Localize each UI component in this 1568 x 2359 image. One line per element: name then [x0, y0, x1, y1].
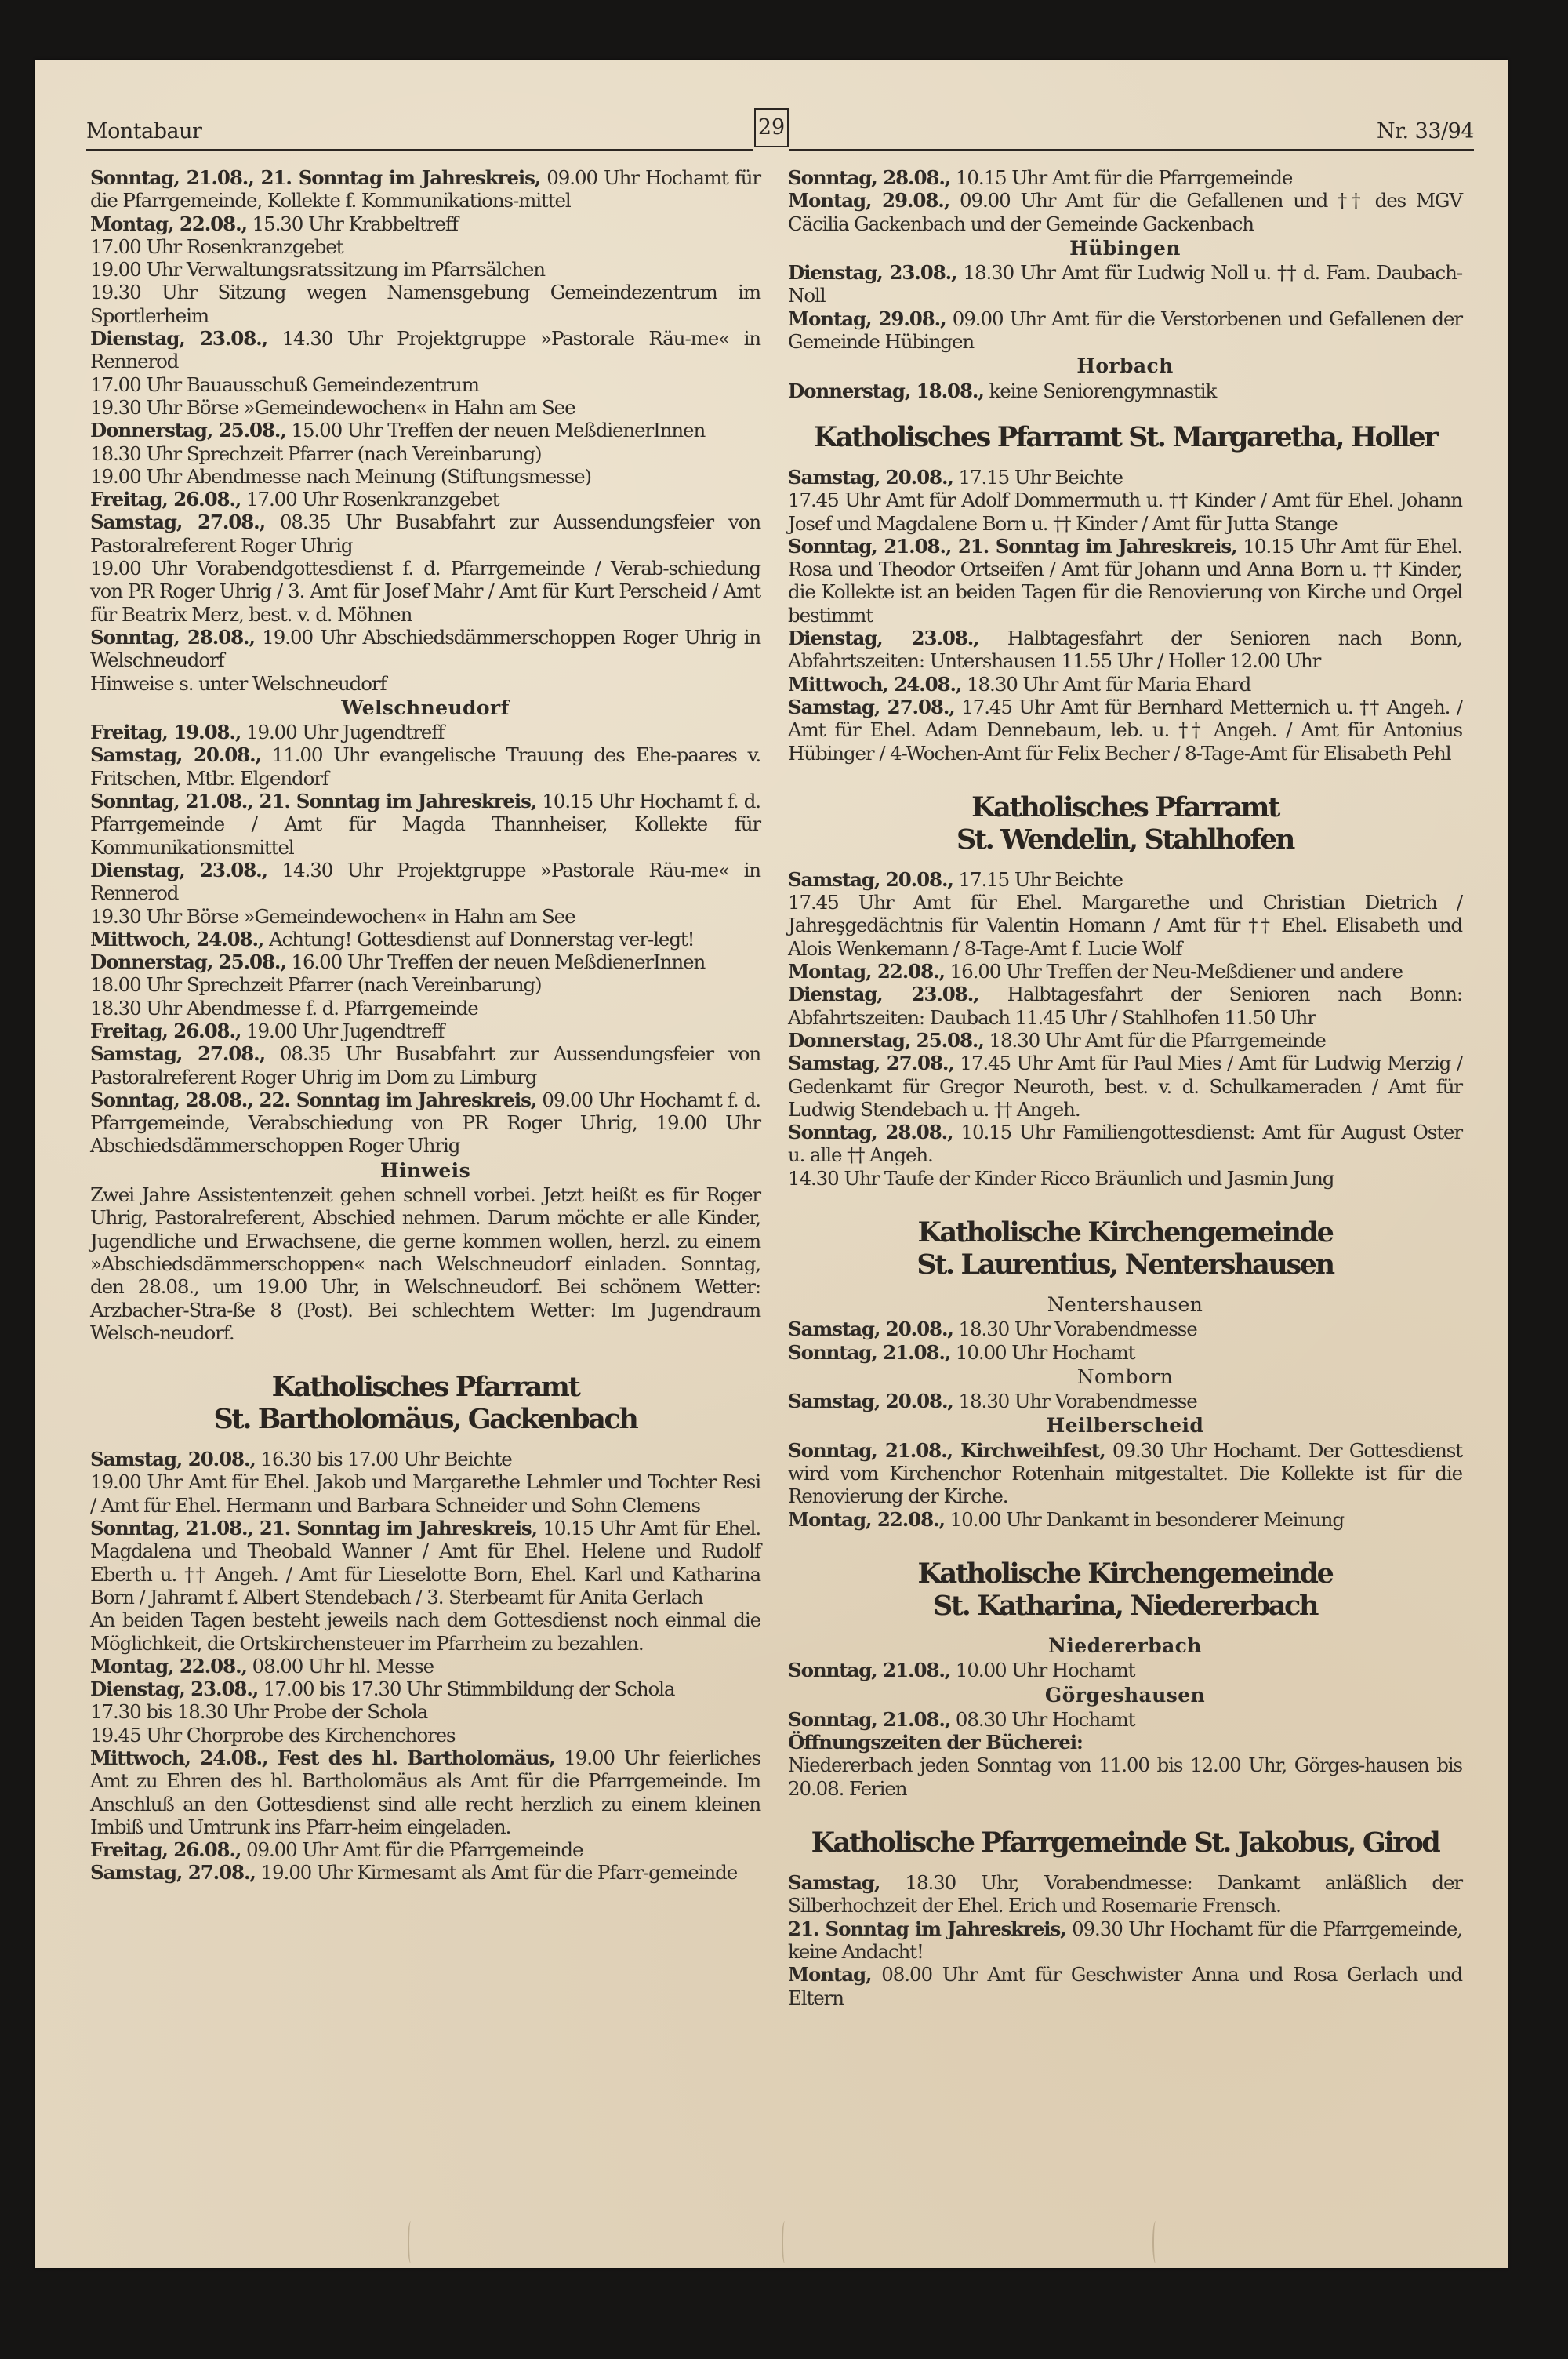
entry-text: 09.00 Uhr Hochamt f. d. Pfarrgemeinde, Verabschiedung von PR Roger Uhrig, 19.00 Uhr Abschiedsdämmerschoppen Roger Uhrig [90, 1088, 760, 1158]
entry [788, 673, 1462, 696]
entry-date: Mittwoch, 24.08., Fest des hl. Bartholomäus, [90, 1747, 555, 1769]
horbach-entries [788, 380, 1462, 402]
entry [788, 1708, 1462, 1731]
entry [788, 380, 1462, 402]
entry [788, 1963, 1462, 2009]
section-heading-gackenbach [90, 1371, 760, 1435]
entry-date: Montag, 22.08., [788, 960, 945, 983]
entry-text: 19.00 Uhr Verwaltungsratssitzung im Pfarrsälchen [90, 258, 545, 282]
entry-date: Samstag, 20.08., [788, 1318, 953, 1341]
section-heading-line: Katholisches Pfarramt [971, 791, 1279, 823]
entry [90, 373, 760, 396]
section-heading-line: Katholisches Pfarramt St. Margaretha, Holler [813, 420, 1437, 453]
entry-text: 17.00 Uhr Bauausschuß Gemeindezentrum [90, 373, 479, 396]
entry [788, 1508, 1462, 1531]
entry [90, 1020, 760, 1042]
entry-text: 10.15 Uhr Amt für Ehel. Magdalena und Theobald Wanner / Amt für Ehel. Helene und Rudolf Eberth u. †† Angeh. / Amt für Lieselotte Born, Ehel. Karl und Katharina Born / Jahramt f. Albert Stendebach / 3. Sterbeamt für Anita Gerlach [90, 1517, 761, 1608]
entry-date: Freitag, 26.08., [90, 488, 241, 511]
entry-date: Dienstag, 23.08., [90, 327, 268, 351]
entry-date: Samstag, [788, 1871, 880, 1895]
entry-text: 09.30 Uhr Hochamt für die Pfarrgemeinde, keine Andacht! [788, 1917, 1462, 1963]
entry-date: Sonntag, 28.08., [90, 625, 255, 649]
entry-date: Montag, 22.08., [90, 1654, 247, 1677]
nomborn-entries [788, 1390, 1462, 1412]
paper-crease [1152, 2221, 1159, 2263]
entry-date: Donnerstag, 25.08., [90, 951, 286, 974]
entry [90, 951, 760, 973]
entry-text: 19.00 Uhr Kirmesamt als Amt für die Pfarr-gemeinde [255, 1861, 738, 1885]
entry [90, 1470, 760, 1517]
entry [90, 258, 760, 281]
entry [90, 997, 760, 1020]
section-heading-line: Katholisches Pfarramt [271, 1371, 579, 1404]
entry-date: Donnerstag, 18.08., [788, 379, 984, 402]
entry-text: 14.30 Uhr Projektgruppe »Pastorale Räu-me« in Rennerod [90, 858, 760, 905]
entry-text: 15.00 Uhr Treffen der neuen MeßdienerInnen [285, 419, 706, 442]
goergeshausen-entries [788, 1708, 1462, 1800]
section-heading-line: St. Laurentius, Nentershausen [916, 1248, 1334, 1281]
entry-date: Sonntag, 28.08., 22. Sonntag im Jahreskreis, [90, 1088, 537, 1111]
section-heading-line: St. Wendelin, Stahlhofen [956, 823, 1294, 856]
entry-text: 17.45 Uhr Amt für Paul Mies / Amt für Ludwig Merzig / Gedenkamt für Gregor Neuroth, best. v. d. Schulkameraden / Amt für Ludwig Stendebach u. †† Angeh. [788, 1052, 1463, 1121]
entry-date: Sonntag, 28.08., [788, 166, 951, 189]
header-rule [789, 149, 1474, 151]
entry-text: 17.15 Uhr Beichte [953, 465, 1123, 489]
entry-text: 08.00 Uhr hl. Messe [246, 1654, 434, 1677]
entry [90, 235, 760, 258]
entry-text: An beiden Tagen besteht jeweils nach dem Gottesdienst noch einmal die Möglichkeit, die Ortskirchensteuer im Pfarrheim zu bezahlen. [90, 1608, 760, 1655]
entry-text: 09.30 Uhr Hochamt. Der Gottesdienst wird vom Kirchenchor Rotenhain mitgestaltet. Die Kollekte ist für die Renovierung der Kirche. [788, 1438, 1463, 1508]
entry-date: Dienstag, 23.08., [90, 1677, 259, 1701]
entry-date: Dienstag, 23.08., [788, 983, 979, 1006]
section-heading-line: Katholische Kirchengemeinde [917, 1216, 1333, 1249]
left-column [90, 166, 760, 1885]
entry [788, 627, 1462, 673]
entry-text: 19.30 Uhr Börse »Gemeindewochen« in Hahn am See [90, 904, 575, 928]
entry-date: Dienstag, 23.08., [90, 858, 268, 881]
girod-entries [788, 1871, 1462, 2009]
entry-text: 08.00 Uhr Amt für Geschwister Anna und Rosa Gerlach und Eltern [788, 1963, 1462, 2009]
entry-text: Niedererbach jeden Sonntag von 11.00 bis 12.00 Uhr, Görges-hausen bis 20.08. Ferien [788, 1754, 1462, 1800]
entry [788, 983, 1462, 1029]
entry-text: 17.00 Uhr Rosenkranzgebet [241, 488, 499, 511]
entry-text: Halbtagesfahrt der Senioren nach Bonn, Abfahrtszeiten: Untershausen 11.55 Uhr / Holler 12.00 Uhr [788, 627, 1462, 673]
entry [90, 743, 760, 790]
paper-crease [782, 2221, 788, 2263]
entry-text: 17.30 bis 18.30 Uhr Probe der Schola [90, 1700, 428, 1724]
subheading-niedererbach: Niedererbach [1048, 1634, 1202, 1657]
entry [788, 166, 1462, 189]
hinweis-text: Zwei Jahre Assistentenzeit gehen schnell vorbei. Jetzt heißt es für Roger Uhrig, Pastoralreferent, Abschied nehmen. Darum möchte er alle Kinder, Jugendliche und Erwachsene, die gerne kommen wollen, herzl. zu einem »Abschiedsdämmerschoppen« nach Welschneudorf einladen. Sonntag, den 28.08., um 19.00 Uhr, in Welschneudorf. Bei schönem Wetter: Arzbacher-Stra-ße 8 (Post). Bei schlechtem Wetter: Im Jugendraum Welsch-neudorf. [90, 1183, 760, 1344]
entry-text: 19.30 Uhr Sitzung wegen Namensgebung Gemeindezentrum im Sportlerheim [90, 281, 760, 327]
huebingen-entries [788, 261, 1462, 353]
entry [90, 790, 760, 859]
entry-text: 11.00 Uhr evangelische Trauung des Ehe-paares v. Fritschen, Mtbr. Elgendorf [90, 743, 761, 790]
entry-text: 18.30 Uhr, Vorabendmesse: Dankamt anläßlich der Silberhochzeit der Ehel. Erich und Rosemarie Frensch. [788, 1871, 1462, 1917]
entry [90, 672, 760, 695]
entry [788, 1052, 1462, 1121]
entry-text: 10.15 Uhr Amt für Ehel. Rosa und Theodor Ortseifen / Amt für Johann und Anna Born u. †† Kinder, die Kollekte ist an beiden Tagen für die Renovierung von Kirche und Orgel bestimmt [788, 534, 1463, 627]
entry-text: 19.00 Uhr Jugendtreff [241, 1019, 445, 1042]
entry-text: 09.00 Uhr Amt für die Verstorbenen und Gefallenen der Gemeinde Hübingen [788, 307, 1463, 354]
entry [90, 973, 760, 996]
entry [788, 891, 1462, 960]
entry [90, 1861, 760, 1884]
entry [90, 442, 760, 465]
entry-text: 18.30 Uhr Amt für die Pfarrgemeinde [983, 1028, 1326, 1052]
entry-date: Sonntag, 21.08., [788, 1659, 951, 1682]
subheading-welschneudorf: Welschneudorf [341, 696, 510, 719]
entry-date: Freitag, 19.08., [90, 721, 241, 744]
entry [788, 1318, 1462, 1340]
section-heading-holler [788, 421, 1462, 453]
entry [90, 721, 760, 743]
entry-date: Sonntag, 21.08., 21. Sonntag im Jahreskreis, [90, 790, 537, 813]
entry [788, 1731, 1462, 1754]
entry-text: 19.45 Uhr Chorprobe des Kirchenchores [90, 1723, 456, 1747]
entry-text: 17.45 Uhr Amt für Ehel. Margarethe und Christian Dietrich / Jahreşgedächtnis für Valentin Homann / Amt für †† Ehel. Elisabeth und Alois Wenkemann / 8-Tage-Amt f. Lucie Wolf [788, 891, 1462, 960]
heilberscheid-entries [788, 1439, 1462, 1531]
entry [90, 465, 760, 488]
entry-text: 19.00 Uhr Vorabendgottesdienst f. d. Pfarrgemeinde / Verab-schiedung von PR Roger Uhrig / 3. Amt für Josef Mahr / Amt für Kurt Perscheid / Amt für Beatrix Merz, best. v. d. Möhnen [90, 557, 760, 626]
entry-text: 19.00 Uhr Abendmesse nach Meinung (Stiftungsmesse) [90, 464, 591, 488]
entry-text: 19.00 Uhr Abschiedsdämmerschoppen Roger Uhrig in Welschneudorf [90, 625, 761, 672]
entry-date: Samstag, 27.08., [788, 695, 955, 718]
entry-text: 09.00 Uhr Hochamt für die Pfarrgemeinde, Kollekte f. Kommunikations-mittel [90, 166, 760, 213]
entry-text: 18.30 Uhr Amt für Maria Ehard [961, 672, 1251, 696]
section-heading-line: St. Bartholomäus, Gackenbach [213, 1403, 637, 1436]
entry-text: 08.35 Uhr Busabfahrt zur Aussendungsfeier von Pastoralreferent Roger Uhrig [90, 511, 760, 557]
entry-text: 19.00 Uhr feierliches Amt zu Ehren des hl. Bartholomäus als Amt für die Pfarrgemeinde. Im Anschluß an den Gottesdienst sind alle recht herzlich zu einem kleinen Imbiß und Umtrunk ins Pfarr-heim eingeladen. [90, 1747, 760, 1838]
subheading-nomborn: Nomborn [1076, 1365, 1174, 1388]
entry-text: 19.00 Uhr Amt für Ehel. Jakob und Margarethe Lehmler und Tochter Resi / Amt für Ehel. Hermann und Barbara Schneider und Sohn Clemens [90, 1470, 760, 1517]
entry-date: Samstag, 20.08., [90, 743, 261, 767]
entry [788, 1439, 1462, 1508]
entry [788, 1917, 1462, 1964]
entry [788, 466, 1462, 489]
gackenbach-entries [90, 1448, 760, 1885]
entry [90, 1655, 760, 1677]
entry [788, 1341, 1462, 1364]
section-heading-niedererbach [788, 1558, 1462, 1622]
entry-text: 17.45 Uhr Amt für Adolf Dommermuth u. †† Kinder / Amt für Ehel. Johann Josef und Magdalene Born u. †† Kinder / Amt für Jutta Stange [788, 489, 1462, 535]
entry-text: keine Seniorengymnastik [983, 379, 1217, 402]
issue-number: Nr. 33/94 [1376, 119, 1474, 144]
entry-date: Samstag, 27.08., [90, 511, 266, 534]
entry-date: Dienstag, 23.08., [788, 261, 957, 285]
entry [90, 928, 760, 951]
entry-text: 14.30 Uhr Projektgruppe »Pastorale Räu-me« in Rennerod [90, 327, 760, 373]
entry-date: Samstag, 20.08., [90, 1448, 256, 1471]
entry [90, 1700, 760, 1723]
section-heading-line: Katholische Kirchengemeinde [917, 1557, 1333, 1590]
entry-text: 09.00 Uhr Amt für die Gefallenen und †† des MGV Cäcilia Gackenbach und der Gemeinde Gackenbach [788, 189, 1463, 235]
entry-text: 16.00 Uhr Treffen der Neu-Meßdiener und andere [944, 960, 1403, 983]
entry-date: Montag, 29.08., [788, 307, 946, 330]
entry [90, 1042, 760, 1089]
entry-date: Donnerstag, 25.08., [90, 419, 286, 442]
entry-date: Mittwoch, 24.08., [90, 927, 264, 951]
entry-date: Freitag, 26.08., [90, 1838, 241, 1862]
entry-date: Samstag, 27.08., [90, 1042, 266, 1066]
entry [90, 213, 760, 235]
entry [788, 696, 1462, 765]
entry [90, 488, 760, 511]
entry [90, 557, 760, 626]
entry [788, 189, 1462, 235]
section-heading-line: Katholische Pfarrgemeinde St. Jakobus, Girod [811, 1826, 1439, 1859]
entry-date: Donnerstag, 25.08., [788, 1028, 984, 1052]
entry-text: Halbtagesfahrt der Senioren nach Bonn: Abfahrtszeiten: Daubach 11.45 Uhr / Stahlhofen 11.50 Uhr [788, 983, 1462, 1029]
subheading-heilberscheid: Heilberscheid [1046, 1414, 1204, 1438]
entry-text: 16.30 bis 17.00 Uhr Beichte [255, 1448, 512, 1471]
entry-date: Dienstag, 23.08., [788, 627, 979, 650]
entry-date: Mittwoch, 24.08., [788, 672, 962, 696]
entry-date: Sonntag, 21.08., 21. Sonntag im Jahreskreis, [90, 1517, 538, 1540]
header-town: Montabaur [86, 119, 202, 144]
subheading-huebingen: Hübingen [1069, 236, 1181, 260]
entry-text: 19.00 Uhr Jugendtreff [241, 721, 445, 744]
entry [90, 1448, 760, 1470]
entry-text: Hinweise s. unter Welschneudorf [90, 671, 387, 695]
page-header [86, 110, 1474, 158]
entry-text: Achtung! Gottesdienst auf Donnerstag ver-legt! [263, 927, 695, 951]
entry [90, 1838, 760, 1861]
welschneudorf-entries [90, 721, 760, 1158]
entry-date: Montag, 22.08., [788, 1507, 945, 1531]
entry-date: Sonntag, 21.08., Kirchweihfest, [788, 1438, 1105, 1462]
entry [90, 1517, 760, 1608]
entry-text: 10.00 Uhr Hochamt [950, 1659, 1135, 1682]
entry [90, 1677, 760, 1700]
entry-date: Sonntag, 21.08., 21. Sonntag im Jahreskreis, [788, 534, 1237, 558]
entry [788, 1659, 1462, 1681]
entry [788, 960, 1462, 983]
entry-text: 10.15 Uhr Amt für die Pfarrgemeinde [950, 166, 1293, 189]
entry-text: 10.00 Uhr Dankamt in besonderer Meinung [944, 1507, 1344, 1531]
entry-date: 21. Sonntag im Jahreskreis, [788, 1917, 1066, 1940]
entry-date: Samstag, 20.08., [788, 867, 953, 891]
section-heading-line: St. Katharina, Niedererbach [933, 1589, 1317, 1622]
entry [788, 868, 1462, 891]
entry-text: 17.15 Uhr Beichte [953, 867, 1123, 891]
entry [788, 307, 1462, 354]
niedererbach-entries [788, 1659, 1462, 1681]
section-heading-nentershausen [788, 1216, 1462, 1281]
entry [90, 327, 760, 373]
subheading-horbach: Horbach [1076, 354, 1174, 378]
subheading-goergeshausen: Görgeshausen [1044, 1683, 1206, 1707]
entry-text: 18.00 Uhr Sprechzeit Pfarrer (nach Vereinbarung) [90, 973, 542, 997]
entry-date: Montag, 29.08., [788, 189, 950, 213]
entry [90, 859, 760, 905]
entry [788, 1390, 1462, 1412]
section-heading-stahlhofen [788, 791, 1462, 856]
entry-text: 08.35 Uhr Busabfahrt zur Aussendungsfeier von Pastoralreferent Roger Uhrig im Dom zu Limburg [90, 1042, 760, 1089]
entry-text: 10.15 Uhr Familiengottesdienst: Amt für August Oster u. alle †† Angeh. [788, 1121, 1462, 1167]
section-heading-girod [788, 1826, 1462, 1859]
entry-text: 17.00 bis 17.30 Uhr Stimmbildung der Schola [258, 1677, 675, 1701]
entry [788, 1871, 1462, 1917]
entry [90, 1608, 760, 1655]
entry-date: Samstag, 27.08., [90, 1861, 256, 1885]
entry [90, 626, 760, 672]
entry [90, 419, 760, 442]
montabaur-entries [90, 166, 760, 695]
entry-text: 10.00 Uhr Hochamt [950, 1340, 1135, 1364]
entry-date: Öffnungszeiten der Bücherei: [788, 1731, 1083, 1754]
subheading-hinweis: Hinweis [379, 1158, 471, 1182]
entry-text: 18.30 Uhr Vorabendmesse [953, 1390, 1197, 1413]
entry [788, 1121, 1462, 1167]
entry-date: Sonntag, 21.08., [788, 1340, 951, 1364]
entry-text: 14.30 Uhr Taufe der Kinder Ricco Bräunlich und Jasmin Jung [788, 1166, 1334, 1190]
entry-date: Sonntag, 21.08., 21. Sonntag im Jahreskreis, [90, 166, 541, 189]
entry-date: Montag, [788, 1963, 872, 1986]
page-number-box: 29 [754, 108, 789, 147]
entry-date: Samstag, 27.08., [788, 1052, 954, 1075]
entry [788, 489, 1462, 535]
paper-crease [408, 2221, 414, 2263]
entry [788, 535, 1462, 627]
nentershausen-entries [788, 1318, 1462, 1364]
entry-text: 10.15 Uhr Hochamt f. d. Pfarrgemeinde / Amt für Magda Thannheiser, Kollekte für Kommunikationsmittel [90, 790, 760, 859]
entry-date: Freitag, 26.08., [90, 1019, 241, 1042]
header-rule [86, 149, 753, 151]
right-column [788, 166, 1462, 2009]
holler-entries [788, 466, 1462, 765]
entry-date: Montag, 22.08., [90, 212, 247, 235]
entry [788, 1167, 1462, 1190]
entry [90, 905, 760, 928]
entry [90, 511, 760, 557]
entry-text: 16.00 Uhr Treffen der neuen MeßdienerInnen [285, 951, 706, 974]
entry-text: 17.00 Uhr Rosenkranzgebet [90, 234, 343, 258]
entry-text: 18.30 Uhr Amt für Ludwig Noll u. †† d. Fam. Daubach-Noll [788, 261, 1462, 307]
entry [788, 261, 1462, 307]
entry-text: 08.30 Uhr Hochamt [950, 1707, 1135, 1731]
entry-date: Samstag, 20.08., [788, 1390, 953, 1413]
entry-date: Sonntag, 21.08., [788, 1707, 951, 1731]
entry-text: 19.30 Uhr Börse »Gemeindewochen« in Hahn am See [90, 395, 575, 419]
entry [90, 1747, 760, 1838]
entry [90, 396, 760, 419]
entry-text: 15.30 Uhr Krabbeltreff [246, 212, 458, 235]
entry-date: Samstag, 20.08., [788, 465, 953, 489]
entry [90, 281, 760, 327]
entry-text: 18.30 Uhr Abendmesse f. d. Pfarrgemeinde [90, 996, 478, 1020]
gackenbach-entries-continued [788, 166, 1462, 235]
entry-date: Sonntag, 28.08., [788, 1121, 953, 1144]
entry-text: 17.45 Uhr Amt für Bernhard Metternich u. †† Angeh. / Amt für Ehel. Adam Dennebaum, leb. u. †† Angeh. / Amt für Antonius Hübinger / 4-Wochen-Amt für Felix Becher / 8-Tage-Amt für Elisabeth Pehl [788, 695, 1463, 765]
entry-text: 09.00 Uhr Amt für die Pfarrgemeinde [241, 1838, 583, 1862]
entry-text: 18.30 Uhr Sprechzeit Pfarrer (nach Vereinbarung) [90, 442, 542, 465]
entry [90, 1089, 760, 1158]
entry [90, 1724, 760, 1747]
entry [90, 166, 760, 213]
entry-text: 18.30 Uhr Vorabendmesse [953, 1318, 1197, 1341]
entry [788, 1029, 1462, 1052]
stahlhofen-entries [788, 868, 1462, 1190]
subheading-nentershausen: Nentershausen [1047, 1292, 1203, 1316]
entry [788, 1754, 1462, 1800]
